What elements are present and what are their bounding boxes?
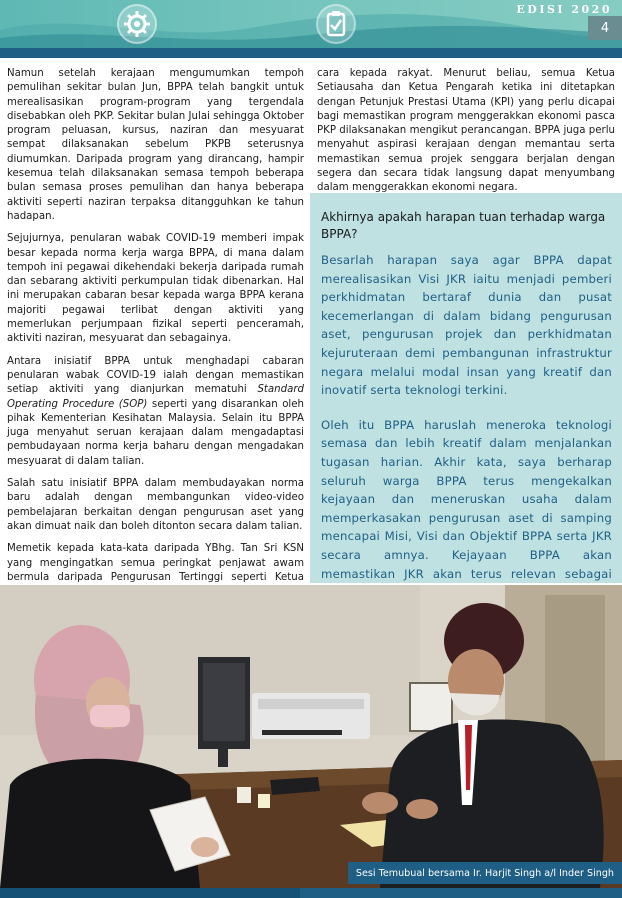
photo-illustration	[0, 585, 622, 888]
qa-box	[310, 193, 622, 583]
interview-photo	[0, 585, 622, 888]
qa-question: Akhirnya apakah harapan tuan terhadap warga BPPA?	[321, 210, 606, 241]
paragraph: Memetik kepada kata-kata daripada YBhg. Tan Sri KSN yang mengingatkan semua peringkat penjawat awam bermula daripada Pengurusan Tertinggi seperti Ketua	[7, 543, 304, 583]
sop-term: Standard Operating Procedure (SOP)	[7, 384, 304, 410]
photo-caption: Sesi Temubual bersama Ir. Harjit Singh a/l Inder Singh	[348, 862, 622, 884]
page-number: 4	[588, 16, 622, 40]
clipboard-icon	[316, 4, 356, 44]
paragraph: Salah satu inisiatif BPPA dalam membudayakan norma baru adalah dengan membangunkan video-video pembelajaran berkaitan dengan pengurusan aset yang akan dimuat naik dan boleh ditonton secara dalam talian.	[7, 478, 304, 532]
footer-accent	[0, 888, 300, 898]
paragraph: cara kepada rakyat. Menurut beliau, semua Ketua Setiausaha dan Ketua Pengarah ketika ini ditetapkan dengan Petunjuk Prestasi Utama (KPI) yang perlu dicapai bagi memastikan program menggerakkan ekonomi pasca PKP dilaksanakan mengikut perancangan. BPPA juga perlu menyahut aspirasi kerajaan dengan memantau serta memastikan semua projek senggara berjalan dengan segera dan secara tidak langsung dapat menyumbang dalam menggerakkan ekonomi negara.	[317, 68, 615, 194]
footer-navy-bar	[0, 888, 622, 898]
paragraph: Sejujurnya, penularan wabak COVID-19 memberi impak besar kepada norma kerja warga BPPA, di mana dalam tempoh ini pegawai dikehendaki bekerja daripada rumah dan sebarang aktiviti perkumpulan tidak dibenarkan. Hal ini merupakan cabaran besar kepada warga BPPA kerana majoriti pegawai terlibat dengan aktiviti yang memerlukan perjumpaan fizikal seperti penceramah, aktiviti naziran, mesyuarat dan sebagainya.	[7, 233, 304, 345]
left-column	[7, 67, 304, 636]
paragraph: Namun setelah kerajaan mengumumkan tempoh pemulihan sekitar bulan Jun, BPPA telah bangkit untuk merealisasikan program-program yang tergendala disebabkan oleh PKP. Sekitar bulan Julai sehingga Oktober program peluasan, kursus, naziran dan mesyuarat sempat dilaksanakan sebelum PKPB seterusnya diumumkan. Daripada program yang dirancang, hampir kesemua telah dilaksanakan semasa tempoh beberapa bulan semasa proses pemulihan dan hanya beberapa aktiviti seperti naziran terpaksa ditangguhkan ke tahun hadapan.	[7, 68, 304, 222]
answer-paragraph: Besarlah harapan saya agar BPPA dapat merealisasikan Visi JKR iaitu menjadi pemberi perkhidmatan bertaraf dunia dan pusat kecemerlangan di dalam bidang pengurusan aset, pengurusan projek dan perkhidmatan kejuruteraan demi pembangunan infrastruktur negara melalui modal insan yang kreatif dan inovatif serta teknologi terkini.	[321, 253, 612, 398]
gear-hands-icon	[117, 4, 157, 44]
header-banner	[0, 0, 622, 48]
answer-paragraph: Oleh itu BPPA haruslah meneroka teknologi semasa dan lebih kreatif dalam menjalankan tugasan harian. Akhir kata, saya berharap seluruh warga BPPA terus mengekalkan kejayaan dan meneruskan usaha dalam memperkasakan pengurusan aset di samping mencapai Misi, Visi dan Objektif BPPA serta JKR secara amnya. Kejayaan BPPA akan memastikan JKR akan terus relevan sebagai	[321, 417, 612, 581]
paragraph: Antara inisiatif BPPA untuk menghadapi cabaran penularan wabak COVID-19 ialah dengan memastikan setiap aktiviti yang dianjurkan mematuhi Standard Operating Procedure (SOP) seperti yang disarankan oleh pihak Kementerian Kesihatan Malaysia. Selain itu BPPA juga menyahut seruan kerajaan dalam mengadaptasi pembudayaan norma kerja baharu dengan mengadakan mesyuarat di dalam talian.	[7, 355, 304, 467]
header-navy-bar	[0, 48, 622, 58]
edition-label: EDISI 2020	[516, 3, 612, 16]
right-column	[317, 67, 615, 204]
qa-answer	[321, 251, 612, 618]
